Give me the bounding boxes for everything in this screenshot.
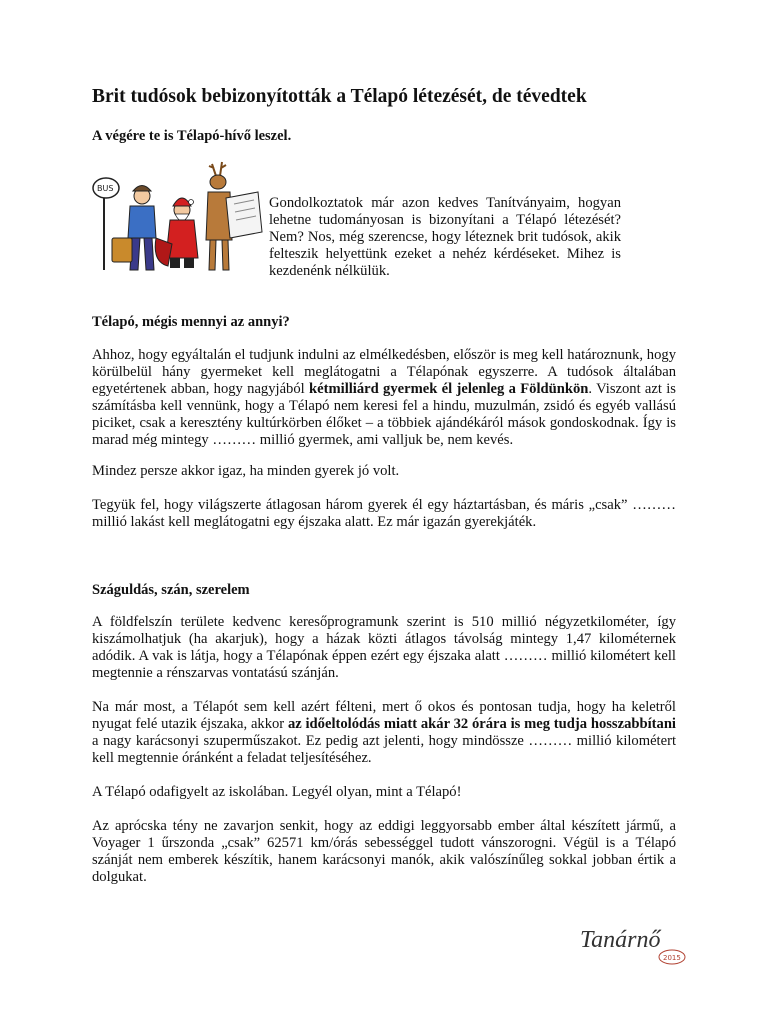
- text-run: Ahhoz, hogy egyáltalán el tudjunk indulni az elmélkedésben, először is meg kell határoznunk, hogy körülbelül hány gyermeket kell meglátogatni a Télapónak egyszerre. A tudósok általában egyetértenek abban, hogy nagyjából: [92, 347, 676, 397]
- section-heading-1: Télapó, mégis mennyi az annyi?: [92, 314, 290, 330]
- section-heading-2: Száguldás, szán, szerelem: [92, 582, 250, 598]
- reindeer-figure: [206, 162, 262, 270]
- logo-text: Tanárnő: [580, 927, 661, 953]
- tanarno-logo: [574, 915, 694, 975]
- bus-sign-label: BUS: [97, 184, 114, 193]
- santa-figure: [155, 198, 198, 268]
- logo-badge-text: 2015: [663, 954, 681, 962]
- text-run: a nagy karácsonyi szuperműszakot. Ez pedig azt jelenti, hogy mindössze ……… millió kilométert kell megtennie óránként a feladat teljesítéséhez.: [92, 733, 676, 766]
- man-figure: [112, 186, 156, 271]
- article-subtitle: A végére te is Télapó-hívő leszel.: [92, 128, 292, 144]
- article-title: Brit tudósok bebizonyították a Télapó létezését, de tévedtek: [92, 86, 587, 107]
- section2-paragraph-2: [92, 699, 676, 767]
- intro-paragraph: Gondolkoztatok már azon kedves Tanítványaim, hogyan lehetne tudományosan is bizonyítani a Télapó létezését? Nem? Nos, még szerencse, hogy léteznek brit tudósok, akik felteszik helyettünk ezeket a nehéz kérdéseket. Mihez is kezdenénk nélkülük.: [269, 195, 621, 279]
- section1-paragraph-1: [92, 347, 676, 449]
- suitcase: [112, 238, 132, 262]
- cartoon-illustration: [90, 158, 265, 278]
- section2-paragraph-1: A földfelszín területe kedvenc keresőprogramunk szerint is 510 millió négyzetkilométer, így kiszámolhatjuk (ha akarjuk), hogy a házak közti átlagos távolság mintegy 1,47 kilométernek adódik. A vak is látja, hogy a Télapónak éppen ezért egy éjszaka alatt ……… millió kilométert kell megtennie a rénszarvas vontatású szánján.: [92, 614, 676, 681]
- newspaper: [226, 192, 262, 238]
- section1-paragraph-3: Tegyük fel, hogy világszerte átlagosan három gyerek él egy háztartásban, és máris „csak” ……… millió lakást kell meglátogatni egy éjszaka alatt. Ez már igazán gyerekjáték.: [92, 497, 676, 530]
- section1-paragraph-2: Mindez persze akkor igaz, ha minden gyerek jó volt.: [92, 463, 400, 479]
- text-run: Na már most, a Télapót sem kell azért félteni, mert ő okos és pontosan tudja, hogy ha keletről nyugat felé utazik éjszaka, akkor: [92, 699, 676, 732]
- bold-text-run: az időeltolódás miatt akár 32 órára is meg tudja hosszabbítani: [287, 716, 676, 732]
- section2-paragraph-4: Az aprócska tény ne zavarjon senkit, hogy az eddigi leggyorsabb ember által készített jármű, a Voyager 1 űrszonda „csak” 62571 km/órás sebességgel tudott vánszorogni. Végül is a Télapó szánját nem emberek készítik, hanem karácsonyi manók, akik valószínűleg sokkal jobban értik a dolgukat.: [92, 818, 676, 885]
- section2-paragraph-3: A Télapó odafigyelt az iskolában. Legyél olyan, mint a Télapó!: [92, 784, 462, 800]
- bold-text-run: kétmilliárd gyermek él jelenleg a Földünkön: [309, 381, 589, 397]
- text-run: . Viszont azt is számításba kell vennünk, hogy a Télapó nem keresi fel a hindu, muzulmán, zsidó és egyéb vallású piciket, csak a keresztény kultúrkörben élőket – a többiek ajándékáról mások gondoskodnak. Így is marad még mintegy ……… millió gyermek, ami valljuk be, nem kevés.: [92, 381, 676, 448]
